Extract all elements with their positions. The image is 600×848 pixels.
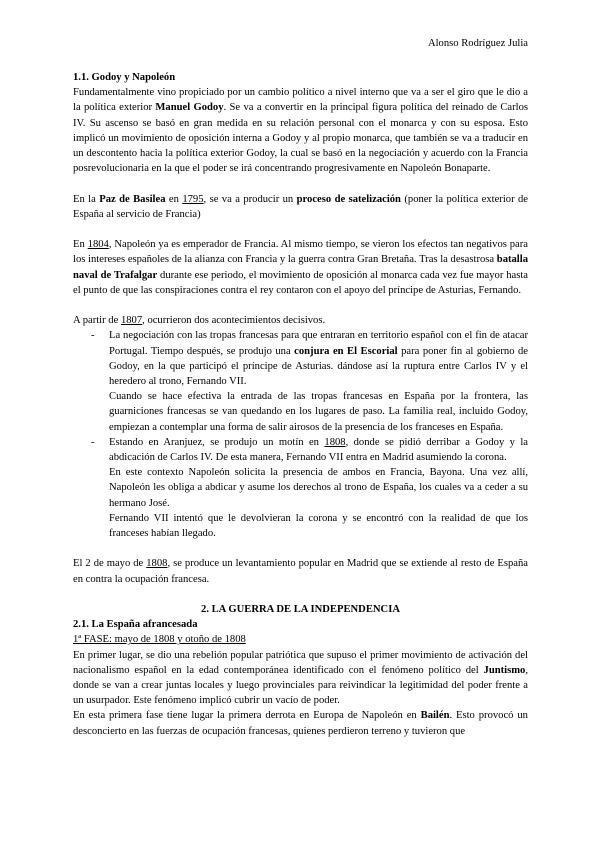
text: . Se va a convertir en la principal figura política del reinado de Carlos IV. Su ascenso se basó en gran medida en su relación personal con el monarca y con su esposa. Esto implicó un movimiento de oposición interna a Godoy y al propio monarca, que también se va a traducir en un descontento hacia la política exterior Godoy, la cual se basó en la negociación y acuerdo con la Francia posrevolucionaria en la que el poder se irá concentrando progresivamente en Napoleón Bonaparte. [73, 102, 528, 175]
list-item-continuation: Cuando se hace efectiva la entrada de las tropas francesas en España por la frontera, las guarniciones francesas se van quedando en los lugares de paso. La familia real, incluido Godoy, empiezan a contemplar una forma de salir airosos de la presencia de los franceses en España. [109, 391, 528, 433]
list-item-text [109, 328, 528, 389]
text: En [73, 239, 88, 251]
text: , donde se pidió derribar a Godoy y la abdicación de Carlos IV. De esta manera, Fernando VII entra en Madrid asumiendo la corona. [109, 436, 528, 464]
text: (poner la política exterior de España al servicio de Francia) [73, 193, 529, 220]
text: En esta primera fase tiene lugar la primera derrota en Europa de Napoleón en [73, 710, 421, 722]
list-item-continuation: Fernando VII intentó que le devolvieran la corona y se encontró con la realidad de que los franceses habían llegado. [109, 512, 528, 540]
paragraph-2-mayo [73, 556, 528, 586]
paragraph-juntismo [73, 648, 528, 709]
section-heading-2: 2. LA GUERRA DE LA INDEPENDENCIA [201, 604, 400, 616]
dash-bullet: - [91, 436, 95, 448]
underlined-year: 1808 [146, 558, 168, 570]
text: En la [73, 193, 100, 205]
text: Estando en Aranjuez, se produjo un motín en [109, 436, 325, 448]
text: En primer lugar, se dio una rebelión popular patriótica que supuso el primer movimiento de activación del nacionalismo español en la edad contemporánea identificado con el fenómeno político del [73, 649, 528, 676]
phase-heading: 1ª FASE: mayo de 1808 y otoño de 1808 [73, 634, 246, 646]
bold-juntismo: Juntismo [483, 664, 526, 676]
paragraph-godoy [73, 85, 528, 176]
underlined-year: 1795 [182, 193, 204, 205]
text: El 2 de mayo de [73, 558, 147, 570]
paragraph-1807 [73, 313, 528, 328]
bold-trafalgar: batalla naval de Trafalgar [73, 254, 528, 281]
document-body [73, 70, 528, 739]
bold-manuel-godoy: Manuel Godoy [155, 102, 224, 114]
paragraph-bailen [73, 708, 528, 738]
dash-bullet: - [91, 330, 95, 342]
underlined-year: 1804 [87, 239, 109, 251]
list-item [73, 328, 528, 434]
text: , ocurrieron dos acontecimientos decisivos. [142, 315, 326, 327]
bold-bailen: Bailén [420, 710, 450, 722]
text: en [165, 193, 183, 205]
list-item-continuation: En este contexto Napoleón solicita la presencia de ambos en Francia, Bayona. Una vez allí, Napoleón les obliga a abdicar y asume los derechos al trono de España, los cuales va a ceder a su hermano José. [109, 467, 528, 509]
text: , se produce un levantamiento popular en Madrid que se extiende al resto de España en contra la ocupación francesa. [73, 558, 528, 585]
list-item [73, 435, 528, 541]
bold-satelizacion: proceso de satelización [296, 193, 401, 205]
list-item-text [109, 435, 528, 465]
text: , donde se van a crear juntas locales y luego provinciales para reivindicar la legitimidad del poder frente a un usurpador. Este fenómeno implicó cubrir un vacío de poder. [73, 664, 528, 707]
events-list [73, 328, 528, 541]
text: , se va a producir un [203, 193, 297, 205]
paragraph-basilea [73, 192, 528, 222]
paragraph-1804 [73, 237, 528, 298]
text: , Napoleón ya es emperador de Francia. Al mismo tiempo, se vieron los efectos tan negativos para los intereses españoles de la alianza con Francia y la guerra contra Gran Bretaña. Tras la desastrosa [73, 239, 528, 266]
text: A partir de [73, 315, 121, 327]
author-name: Alonso Rodríguez Julia [427, 38, 528, 49]
text: durante ese periodo, el movimiento de oposición al monarca cada vez fue mayor hasta el punto de que las conspiraciones contra el rey contaron con el apoyo del príncipe de Asturias, Fernando. [73, 269, 528, 296]
subsection-heading-2-1: 2.1. La España afrancesada [73, 619, 198, 631]
text: para poner fin al gobierno de Godoy, en la que participó el príncipe de Asturias. dándose así la ruptura entre Carlos IV y el heredero al trono, Fernando VII. [109, 345, 528, 388]
text: Fundamentalmente vino propiciado por un cambio político a nivel interno que va a ser el giro que le dio a la política exterior [73, 87, 528, 114]
underlined-year: 1808 [324, 436, 346, 448]
text: La negociación con las tropas francesas para que entraran en territorio español con el fin de atacar Portugal. Tiempo después, se produjo una [109, 330, 528, 357]
bold-conjura: conjura en El Escorial [294, 345, 398, 357]
underlined-year: 1807 [120, 315, 143, 327]
text: . Esto provocó un desconcierto en las fuerzas de ocupación francesas, quienes perdieron terreno y tuvieron que [73, 710, 528, 737]
section-heading-1-1: 1.1. Godoy y Napoleón [73, 72, 176, 83]
bold-paz-basilea: Paz de Basilea [99, 193, 166, 205]
